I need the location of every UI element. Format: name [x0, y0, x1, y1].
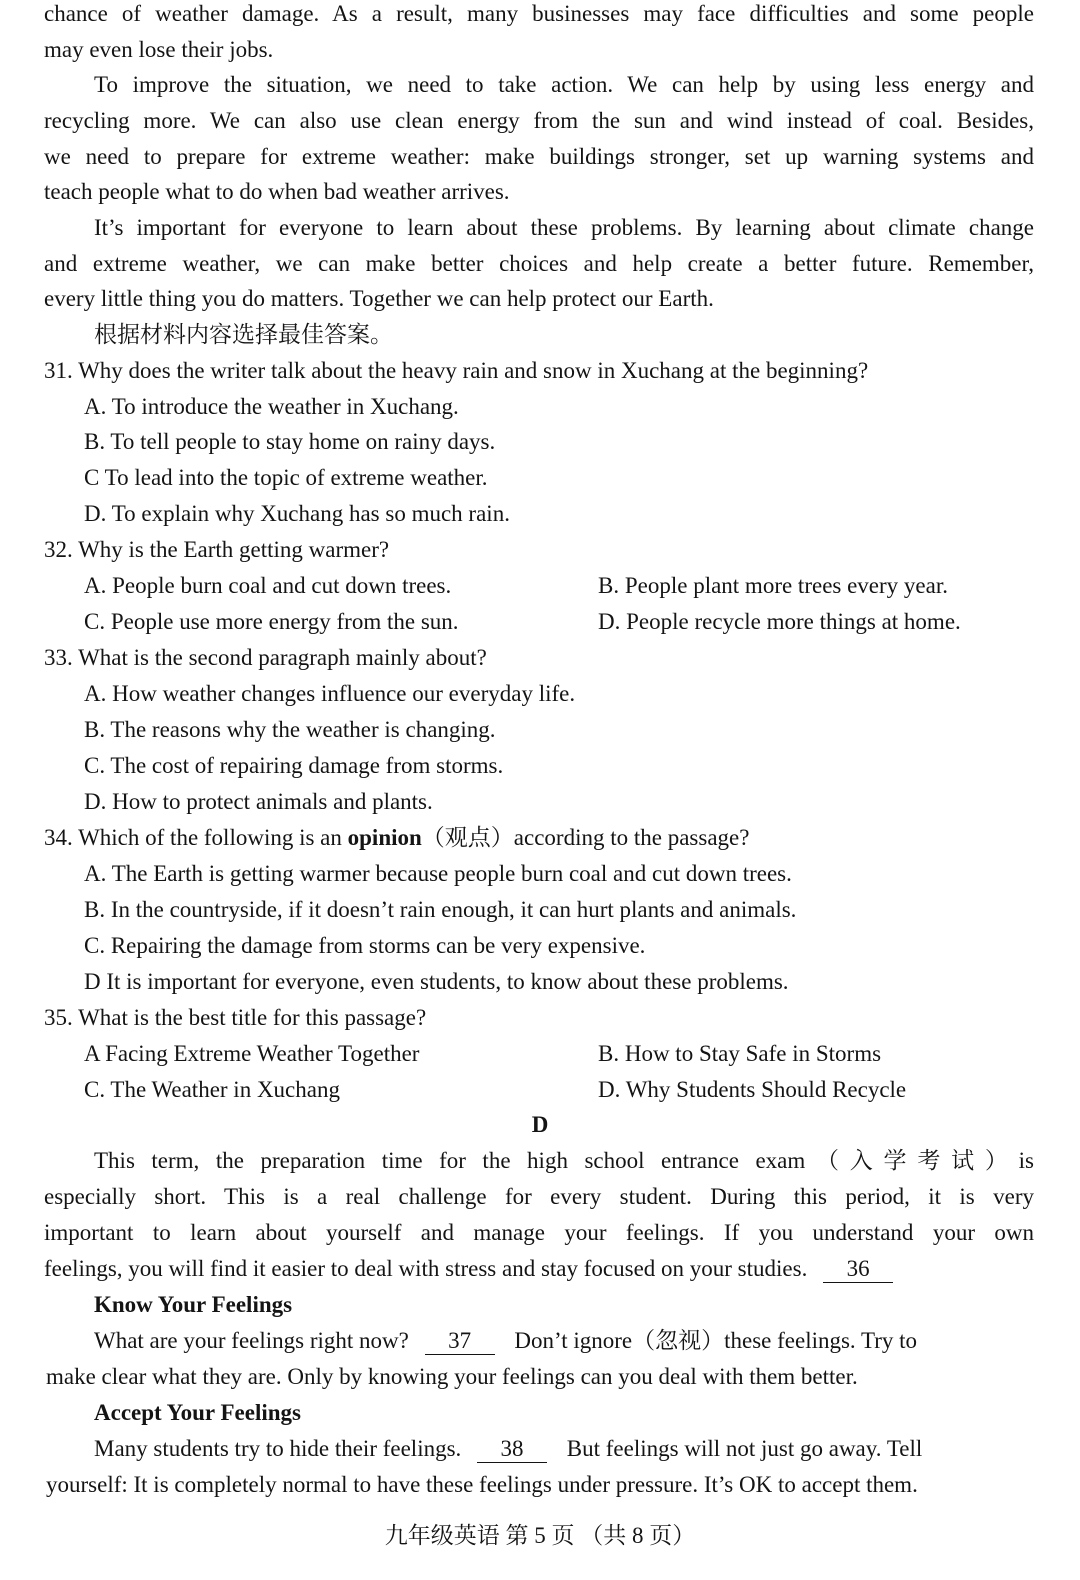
d-paragraph-text: But feelings will not just go away. Tell: [566, 1436, 923, 1461]
d-paragraph-line-blank-36: [44, 1251, 1034, 1287]
q33-option-b: B. The reasons why the weather is changing.: [84, 717, 496, 742]
passage-line: recycling more. We can also use clean energy from the sun and wind instead of coal. Besides,: [44, 108, 1034, 133]
passage-line: may even lose their jobs.: [44, 37, 274, 62]
d-paragraph-line: important to learn about yourself and manage your feelings. If you understand your own: [44, 1220, 1034, 1245]
q31-option-b: B. To tell people to stay home on rainy days.: [84, 429, 496, 454]
d-paragraph-line: especially short. This is a real challenge for every student. During this period, it is very: [44, 1184, 1034, 1209]
page-footer: 九年级英语 第 5 页 （共 8 页）: [384, 1523, 696, 1548]
q33-option-c: C. The cost of repairing damage from storms.: [84, 753, 504, 778]
d-paragraph-text: Don’t ignore（忽视）these feelings. Try to: [514, 1328, 918, 1353]
d-paragraph-text: Many students try to hide their feelings.: [94, 1436, 462, 1461]
q32-row-1: [84, 568, 1034, 604]
q34-option-c: C. Repairing the damage from storms can be very expensive.: [84, 933, 646, 958]
q35-option-d: D. Why Students Should Recycle: [598, 1077, 907, 1102]
passage-line: chance of weather damage. As a result, many businesses may face difficulties and some people: [44, 1, 1034, 26]
d-paragraph-line-blank-38: [94, 1431, 1034, 1467]
d-paragraph-line-blank-37: [94, 1323, 1034, 1359]
passage-line: To improve the situation, we need to take action. We can help by using less energy and: [94, 72, 1034, 97]
q34-stem-before: 34. Which of the following is an: [44, 825, 348, 850]
q34-option-a: A. The Earth is getting warmer because people burn coal and cut down trees.: [84, 861, 792, 886]
d-paragraph-line: yourself: It is completely normal to have these feelings under pressure. It’s OK to accept them.: [46, 1472, 918, 1497]
d-paragraph-text: What are your feelings right now?: [94, 1328, 409, 1353]
passage-line: every little thing you do matters. Together we can help protect our Earth.: [44, 286, 714, 311]
blank-36[interactable]: 36: [823, 1256, 893, 1283]
passage-line: teach people what to do when bad weather arrives.: [44, 179, 510, 204]
d-paragraph-line: make clear what they are. Only by knowing your feelings can you deal with them better.: [46, 1364, 858, 1389]
question-32-stem: 32. Why is the Earth getting warmer?: [44, 537, 390, 562]
q31-option-c: C To lead into the topic of extreme weather.: [84, 465, 488, 490]
heading-accept-your-feelings: Accept Your Feelings: [94, 1400, 301, 1425]
q35-row-2: [84, 1072, 1034, 1108]
q34-stem-after: （观点）according to the passage?: [421, 825, 750, 850]
question-34-stem: [44, 820, 1034, 856]
q33-option-d: D. How to protect animals and plants.: [84, 789, 433, 814]
blank-37[interactable]: 37: [425, 1328, 495, 1355]
question-31-stem: 31. Why does the writer talk about the heavy rain and snow in Xuchang at the beginning?: [44, 358, 869, 383]
q34-option-b: B. In the countryside, if it doesn’t rain enough, it can hurt plants and animals.: [84, 897, 797, 922]
q32-option-c: C. People use more energy from the sun.: [84, 609, 459, 634]
passage-line: and extreme weather, we can make better choices and help create a better future. Remember,: [44, 251, 1034, 276]
q34-stem-keyword: opinion: [347, 825, 422, 850]
q35-option-c: C. The Weather in Xuchang: [84, 1077, 340, 1102]
q35-option-a: A Facing Extreme Weather Together: [84, 1041, 420, 1066]
q35-row-1: [84, 1036, 1034, 1072]
q32-option-d: D. People recycle more things at home.: [598, 609, 961, 634]
d-paragraph-text: feelings, you will find it easier to deal with stress and stay focused on your studies.: [44, 1256, 808, 1281]
q34-option-d: D It is important for everyone, even students, to know about these problems.: [84, 969, 789, 994]
blank-38[interactable]: 38: [477, 1436, 547, 1463]
question-33-stem: 33. What is the second paragraph mainly about?: [44, 645, 487, 670]
question-35-stem: 35. What is the best title for this passage?: [44, 1005, 427, 1030]
instruction: 根据材料内容选择最佳答案。: [94, 322, 393, 347]
q31-option-d: D. To explain why Xuchang has so much rain.: [84, 501, 510, 526]
q32-option-a: A. People burn coal and cut down trees.: [84, 573, 452, 598]
d-paragraph-line: This term, the preparation time for the high school entrance exam（入学考试）is: [94, 1148, 1034, 1173]
q35-option-b: B. How to Stay Safe in Storms: [598, 1041, 882, 1066]
passage-line: we need to prepare for extreme weather: make buildings stronger, set up warning systems and: [44, 144, 1034, 169]
heading-know-your-feelings: Know Your Feelings: [94, 1292, 293, 1317]
q33-option-a: A. How weather changes influence our everyday life.: [84, 681, 576, 706]
section-d-label: D: [531, 1112, 549, 1137]
q32-row-2: [84, 604, 1034, 640]
passage-line: It’s important for everyone to learn about these problems. By learning about climate change: [94, 215, 1034, 240]
q31-option-a: A. To introduce the weather in Xuchang.: [84, 394, 459, 419]
q32-option-b: B. People plant more trees every year.: [598, 573, 948, 598]
